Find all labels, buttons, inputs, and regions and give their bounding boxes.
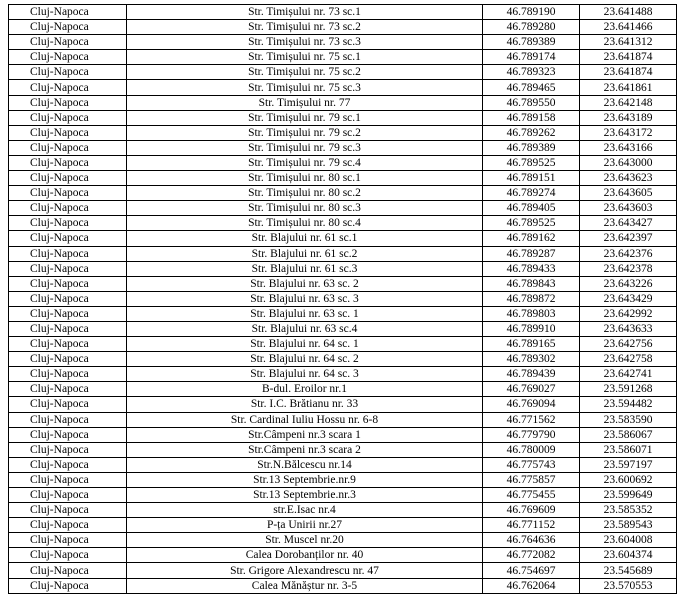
table-row xyxy=(9,95,677,110)
latitude-cell: 46.789525 xyxy=(483,155,580,170)
address-cell: Str. Blajului nr. 63 sc. 3 xyxy=(127,291,483,306)
longitude-cell: 23.642376 xyxy=(580,246,677,261)
table-row xyxy=(9,518,677,533)
address-cell: Str. Muscel nr.20 xyxy=(127,533,483,548)
city-cell: Cluj-Napoca xyxy=(9,578,127,593)
longitude-cell: 23.545689 xyxy=(580,563,677,578)
longitude-cell: 23.643172 xyxy=(580,125,677,140)
longitude-cell: 23.643633 xyxy=(580,321,677,336)
table-row xyxy=(9,548,677,563)
city-cell: Cluj-Napoca xyxy=(9,488,127,503)
address-cell: Str. Blajului nr. 64 sc. 3 xyxy=(127,367,483,382)
latitude-cell: 46.789162 xyxy=(483,231,580,246)
address-cell: Str. Blajului nr. 63 sc. 1 xyxy=(127,306,483,321)
latitude-cell: 46.762064 xyxy=(483,578,580,593)
latitude-cell: 46.769027 xyxy=(483,382,580,397)
table-row xyxy=(9,412,677,427)
city-cell: Cluj-Napoca xyxy=(9,5,127,20)
city-cell: Cluj-Napoca xyxy=(9,442,127,457)
city-cell: Cluj-Napoca xyxy=(9,65,127,80)
longitude-cell: 23.600692 xyxy=(580,472,677,487)
address-cell: Str. Blajului nr. 61 sc.2 xyxy=(127,246,483,261)
longitude-cell: 23.599649 xyxy=(580,488,677,503)
city-cell: Cluj-Napoca xyxy=(9,246,127,261)
longitude-cell: 23.594482 xyxy=(580,397,677,412)
address-coordinates-table xyxy=(8,4,677,594)
longitude-cell: 23.643603 xyxy=(580,201,677,216)
city-cell: Cluj-Napoca xyxy=(9,382,127,397)
address-cell: Str. Blajului nr. 64 sc. 1 xyxy=(127,337,483,352)
table-row xyxy=(9,382,677,397)
latitude-cell: 46.789433 xyxy=(483,261,580,276)
city-cell: Cluj-Napoca xyxy=(9,533,127,548)
longitude-cell: 23.604374 xyxy=(580,548,677,563)
table-row xyxy=(9,261,677,276)
table-row xyxy=(9,231,677,246)
city-cell: Cluj-Napoca xyxy=(9,171,127,186)
city-cell: Cluj-Napoca xyxy=(9,503,127,518)
latitude-cell: 46.789465 xyxy=(483,80,580,95)
address-cell: Str. Blajului nr. 63 sc.4 xyxy=(127,321,483,336)
table-row xyxy=(9,216,677,231)
latitude-cell: 46.789405 xyxy=(483,201,580,216)
longitude-cell: 23.586071 xyxy=(580,442,677,457)
latitude-cell: 46.789174 xyxy=(483,50,580,65)
latitude-cell: 46.789302 xyxy=(483,352,580,367)
city-cell: Cluj-Napoca xyxy=(9,563,127,578)
city-cell: Cluj-Napoca xyxy=(9,291,127,306)
table-row xyxy=(9,50,677,65)
table-row xyxy=(9,246,677,261)
table-row xyxy=(9,80,677,95)
table-row xyxy=(9,578,677,593)
latitude-cell: 46.789389 xyxy=(483,140,580,155)
address-cell: Str. Blajului nr. 63 sc. 2 xyxy=(127,276,483,291)
latitude-cell: 46.789262 xyxy=(483,125,580,140)
city-cell: Cluj-Napoca xyxy=(9,50,127,65)
table-row xyxy=(9,321,677,336)
table-row xyxy=(9,291,677,306)
latitude-cell: 46.775743 xyxy=(483,457,580,472)
longitude-cell: 23.642758 xyxy=(580,352,677,367)
address-cell: Str. Timișului nr. 79 sc.1 xyxy=(127,110,483,125)
table-row xyxy=(9,367,677,382)
address-cell: Str. Timișului nr. 79 sc.4 xyxy=(127,155,483,170)
longitude-cell: 23.641488 xyxy=(580,5,677,20)
city-cell: Cluj-Napoca xyxy=(9,110,127,125)
city-cell: Cluj-Napoca xyxy=(9,155,127,170)
longitude-cell: 23.643427 xyxy=(580,216,677,231)
latitude-cell: 46.780009 xyxy=(483,442,580,457)
address-cell: Str.13 Septembrie.nr.9 xyxy=(127,472,483,487)
longitude-cell: 23.643623 xyxy=(580,171,677,186)
latitude-cell: 46.775455 xyxy=(483,488,580,503)
longitude-cell: 23.641312 xyxy=(580,35,677,50)
city-cell: Cluj-Napoca xyxy=(9,321,127,336)
address-cell: Calea Dorobanților nr. 40 xyxy=(127,548,483,563)
city-cell: Cluj-Napoca xyxy=(9,427,127,442)
address-cell: Str. Timișului nr. 80 sc.3 xyxy=(127,201,483,216)
address-cell: B-dul. Eroilor nr.1 xyxy=(127,382,483,397)
table-row xyxy=(9,457,677,472)
city-cell: Cluj-Napoca xyxy=(9,231,127,246)
address-cell: Str. Timișului nr. 73 sc.1 xyxy=(127,5,483,20)
latitude-cell: 46.789843 xyxy=(483,276,580,291)
table-row xyxy=(9,533,677,548)
address-cell: Str. Cardinal Iuliu Hossu nr. 6-8 xyxy=(127,412,483,427)
latitude-cell: 46.775857 xyxy=(483,472,580,487)
table-row xyxy=(9,186,677,201)
address-cell: Str. Timișului nr. 73 sc.2 xyxy=(127,20,483,35)
latitude-cell: 46.789525 xyxy=(483,216,580,231)
address-cell: Str. Timișului nr. 79 sc.2 xyxy=(127,125,483,140)
longitude-cell: 23.604008 xyxy=(580,533,677,548)
table-row xyxy=(9,306,677,321)
latitude-cell: 46.789550 xyxy=(483,95,580,110)
longitude-cell: 23.589543 xyxy=(580,518,677,533)
city-cell: Cluj-Napoca xyxy=(9,367,127,382)
latitude-cell: 46.789872 xyxy=(483,291,580,306)
latitude-cell: 46.771562 xyxy=(483,412,580,427)
address-cell: Str. Timișului nr. 79 sc.3 xyxy=(127,140,483,155)
city-cell: Cluj-Napoca xyxy=(9,201,127,216)
address-cell: P-ța Unirii nr.27 xyxy=(127,518,483,533)
address-cell: Str. Timișului nr. 75 sc.3 xyxy=(127,80,483,95)
address-cell: Str. Timișului nr. 77 xyxy=(127,95,483,110)
table-row xyxy=(9,201,677,216)
city-cell: Cluj-Napoca xyxy=(9,352,127,367)
address-cell: str.E.Isac nr.4 xyxy=(127,503,483,518)
city-cell: Cluj-Napoca xyxy=(9,472,127,487)
city-cell: Cluj-Napoca xyxy=(9,186,127,201)
address-cell: Calea Mănăștur nr. 3-5 xyxy=(127,578,483,593)
latitude-cell: 46.771152 xyxy=(483,518,580,533)
address-cell: Str. Timișului nr. 73 sc.3 xyxy=(127,35,483,50)
longitude-cell: 23.643605 xyxy=(580,186,677,201)
longitude-cell: 23.586067 xyxy=(580,427,677,442)
table-row xyxy=(9,155,677,170)
table-row xyxy=(9,488,677,503)
address-cell: Str.N.Bălcescu nr.14 xyxy=(127,457,483,472)
latitude-cell: 46.789165 xyxy=(483,337,580,352)
table-row xyxy=(9,503,677,518)
latitude-cell: 46.789439 xyxy=(483,367,580,382)
longitude-cell: 23.643000 xyxy=(580,155,677,170)
latitude-cell: 46.789280 xyxy=(483,20,580,35)
longitude-cell: 23.643429 xyxy=(580,291,677,306)
city-cell: Cluj-Napoca xyxy=(9,276,127,291)
latitude-cell: 46.769609 xyxy=(483,503,580,518)
latitude-cell: 46.789151 xyxy=(483,171,580,186)
city-cell: Cluj-Napoca xyxy=(9,457,127,472)
address-cell: Str. Grigore Alexandrescu nr. 47 xyxy=(127,563,483,578)
table-row xyxy=(9,276,677,291)
latitude-cell: 46.754697 xyxy=(483,563,580,578)
longitude-cell: 23.585352 xyxy=(580,503,677,518)
longitude-cell: 23.591268 xyxy=(580,382,677,397)
latitude-cell: 46.789287 xyxy=(483,246,580,261)
table-row xyxy=(9,5,677,20)
city-cell: Cluj-Napoca xyxy=(9,125,127,140)
city-cell: Cluj-Napoca xyxy=(9,397,127,412)
table-body xyxy=(9,5,677,594)
latitude-cell: 46.789389 xyxy=(483,35,580,50)
longitude-cell: 23.643226 xyxy=(580,276,677,291)
latitude-cell: 46.779790 xyxy=(483,427,580,442)
address-cell: Str. Timișului nr. 80 sc.4 xyxy=(127,216,483,231)
longitude-cell: 23.641874 xyxy=(580,50,677,65)
longitude-cell: 23.641874 xyxy=(580,65,677,80)
address-cell: Str. I.C. Brătianu nr. 33 xyxy=(127,397,483,412)
table-row xyxy=(9,337,677,352)
longitude-cell: 23.597197 xyxy=(580,457,677,472)
longitude-cell: 23.570553 xyxy=(580,578,677,593)
table-row xyxy=(9,35,677,50)
table-row xyxy=(9,65,677,80)
longitude-cell: 23.642741 xyxy=(580,367,677,382)
city-cell: Cluj-Napoca xyxy=(9,80,127,95)
longitude-cell: 23.642397 xyxy=(580,231,677,246)
table-row xyxy=(9,397,677,412)
table-row xyxy=(9,563,677,578)
latitude-cell: 46.789803 xyxy=(483,306,580,321)
longitude-cell: 23.583590 xyxy=(580,412,677,427)
latitude-cell: 46.769094 xyxy=(483,397,580,412)
table-row xyxy=(9,140,677,155)
table-row xyxy=(9,20,677,35)
city-cell: Cluj-Napoca xyxy=(9,306,127,321)
city-cell: Cluj-Napoca xyxy=(9,20,127,35)
address-cell: Str. Blajului nr. 64 sc. 2 xyxy=(127,352,483,367)
table-row xyxy=(9,125,677,140)
latitude-cell: 46.789910 xyxy=(483,321,580,336)
city-cell: Cluj-Napoca xyxy=(9,261,127,276)
address-cell: Str.Câmpeni nr.3 scara 2 xyxy=(127,442,483,457)
longitude-cell: 23.642378 xyxy=(580,261,677,276)
city-cell: Cluj-Napoca xyxy=(9,548,127,563)
city-cell: Cluj-Napoca xyxy=(9,140,127,155)
address-cell: Str.13 Septembrie.nr.3 xyxy=(127,488,483,503)
latitude-cell: 46.789190 xyxy=(483,5,580,20)
table-row xyxy=(9,171,677,186)
table-row xyxy=(9,427,677,442)
latitude-cell: 46.789274 xyxy=(483,186,580,201)
table-row xyxy=(9,442,677,457)
address-cell: Str. Blajului nr. 61 sc.3 xyxy=(127,261,483,276)
address-cell: Str. Timișului nr. 75 sc.2 xyxy=(127,65,483,80)
address-cell: Str. Timișului nr. 75 sc.1 xyxy=(127,50,483,65)
address-cell: Str. Timișului nr. 80 sc.1 xyxy=(127,171,483,186)
longitude-cell: 23.641861 xyxy=(580,80,677,95)
city-cell: Cluj-Napoca xyxy=(9,35,127,50)
table-row xyxy=(9,110,677,125)
longitude-cell: 23.642756 xyxy=(580,337,677,352)
longitude-cell: 23.642992 xyxy=(580,306,677,321)
city-cell: Cluj-Napoca xyxy=(9,518,127,533)
latitude-cell: 46.764636 xyxy=(483,533,580,548)
table-row xyxy=(9,352,677,367)
city-cell: Cluj-Napoca xyxy=(9,412,127,427)
latitude-cell: 46.789158 xyxy=(483,110,580,125)
city-cell: Cluj-Napoca xyxy=(9,216,127,231)
longitude-cell: 23.642148 xyxy=(580,95,677,110)
address-cell: Str. Timișului nr. 80 sc.2 xyxy=(127,186,483,201)
city-cell: Cluj-Napoca xyxy=(9,95,127,110)
address-cell: Str.Câmpeni nr.3 scara 1 xyxy=(127,427,483,442)
longitude-cell: 23.643189 xyxy=(580,110,677,125)
table-row xyxy=(9,472,677,487)
latitude-cell: 46.789323 xyxy=(483,65,580,80)
longitude-cell: 23.641466 xyxy=(580,20,677,35)
city-cell: Cluj-Napoca xyxy=(9,337,127,352)
longitude-cell: 23.643166 xyxy=(580,140,677,155)
address-cell: Str. Blajului nr. 61 sc.1 xyxy=(127,231,483,246)
latitude-cell: 46.772082 xyxy=(483,548,580,563)
